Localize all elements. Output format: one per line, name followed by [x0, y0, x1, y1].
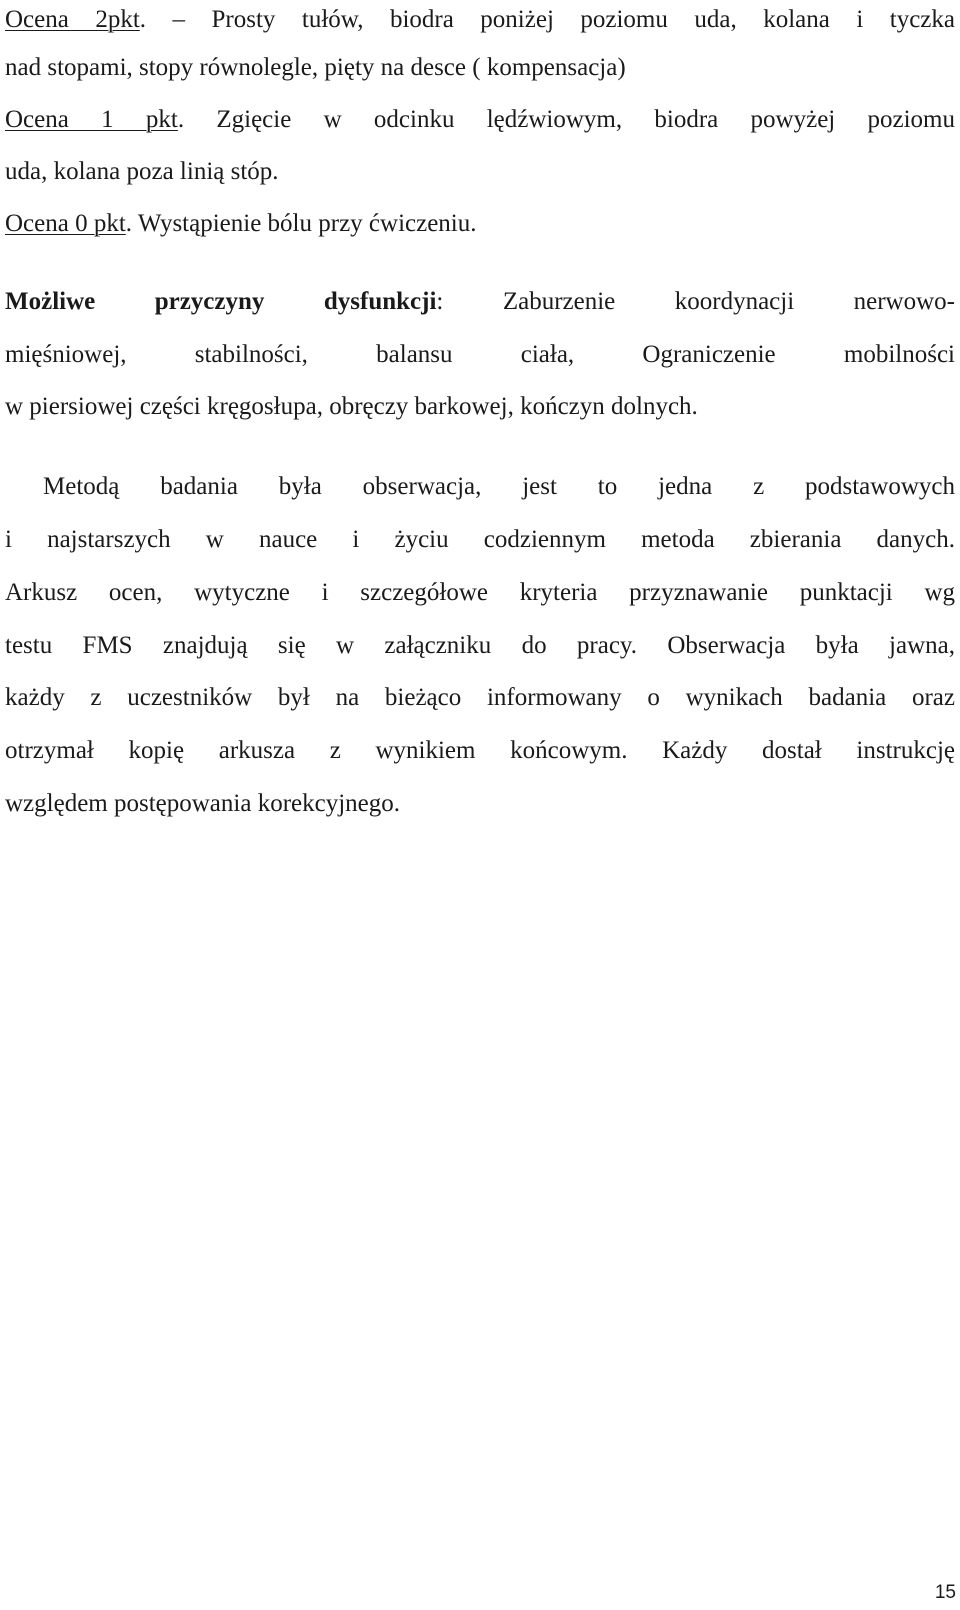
score-2-label: Ocena 2pkt: [5, 6, 140, 33]
score-0-text: . Wystąpienie bólu przy ćwiczeniu.: [125, 210, 477, 237]
page-number: 15: [934, 1582, 956, 1603]
score-1-label: Ocena 1 pkt: [5, 106, 178, 133]
score-1-line-2: uda, kolana poza linią stóp.: [5, 158, 279, 185]
score-0-line: [5, 204, 955, 244]
score-2-line-1: [5, 0, 955, 40]
method-line-6: otrzymał kopię arkusza z wynikiem końcowym. Każdy dostał instrukcję: [5, 737, 955, 764]
method-line-7: względem postępowania korekcyjnego.: [5, 790, 401, 817]
score-2-text-1: . – Prosty tułów, biodra poniżej poziomu uda, kolana i tyczka: [139, 6, 955, 33]
dysfunction-line-3: w piersiowej części kręgosłupa, obręczy barkowej, kończyn dolnych.: [5, 393, 698, 420]
dysfunction-text-1: : Zaburzenie koordynacji nerwowo-: [436, 288, 955, 315]
method-line-4: testu FMS znajdują się w załączniku do pracy. Obserwacja była jawna,: [5, 632, 955, 659]
dysfunction-line-2: mięśniowej, stabilności, balansu ciała, Ograniczenie mobilności: [5, 341, 955, 368]
method-line-1: Metodą badania była obserwacja, jest to jedna z podstawowych: [43, 473, 955, 500]
method-line-2: i najstarszych w nauce i życiu codziennym metoda zbierania danych.: [5, 526, 955, 553]
dysfunction-line-1: [5, 282, 955, 322]
score-1-text-1: . Zgięcie w odcinku lędźwiowym, biodra powyżej poziomu: [177, 106, 955, 133]
score-2-line-2: nad stopami, stopy równolegle, pięty na desce ( kompensacja): [5, 54, 626, 81]
method-line-5: każdy z uczestników był na bieżąco informowany o wynikach badania oraz: [5, 684, 955, 711]
dysfunction-heading: Możliwe przyczyny dysfunkcji: [5, 288, 437, 315]
method-line-3: Arkusz ocen, wytyczne i szczegółowe kryteria przyznawanie punktacji wg: [5, 579, 955, 606]
score-1-line-1: [5, 100, 955, 140]
score-0-label: Ocena 0 pkt: [5, 210, 126, 237]
